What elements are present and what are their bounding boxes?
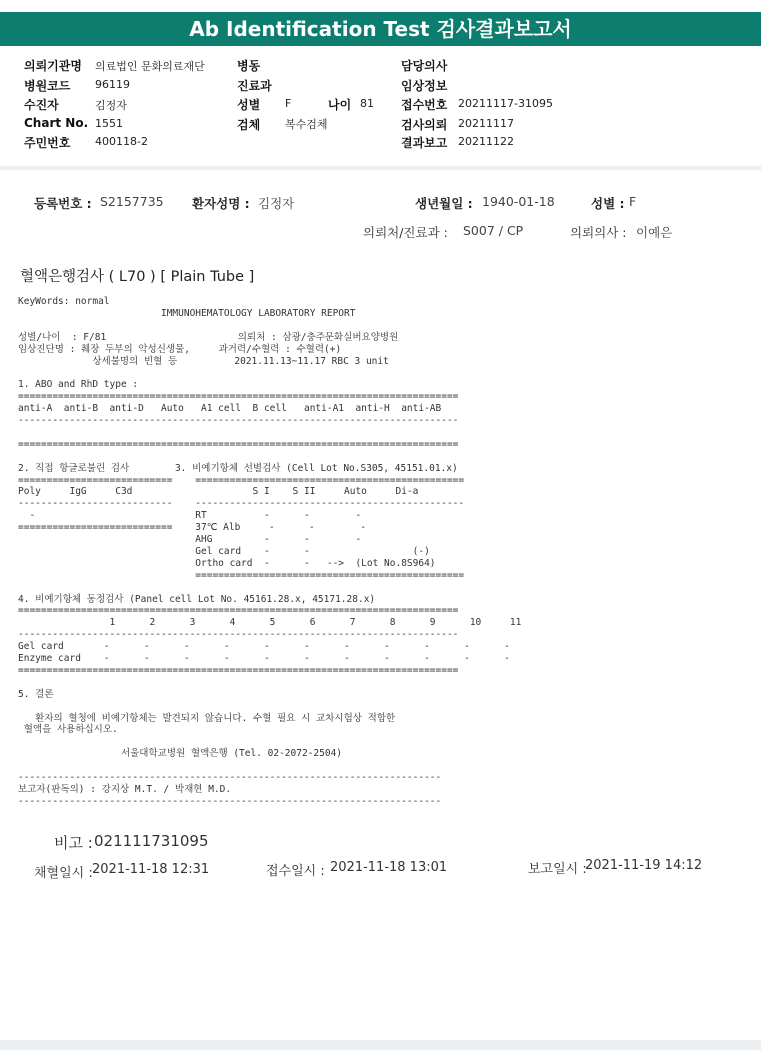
reg-no-value: S2157735 <box>100 194 164 209</box>
receipt-no-value: 20211117-31095 <box>458 97 553 110</box>
report-line: Poly IgG C3d S I S II Auto Di-a <box>18 486 419 498</box>
report-line: Ortho card - - --> (Lot No.8S964) <box>18 557 436 569</box>
receive-value: 2021-11-18 13:01 <box>330 860 448 875</box>
age-label: 나이 <box>328 98 352 112</box>
section-title: 혈액은행검사 ( L70 ) [ Plain Tube ] <box>20 269 255 285</box>
chart-no-value: 1551 <box>95 117 123 130</box>
referring-doctor-label: 의뢰의사 : <box>570 225 627 240</box>
report-line: ============================================================================= <box>18 664 459 676</box>
report-line: ============================================================================= <box>18 438 459 450</box>
doctor-in-charge-label: 담당의사 <box>401 59 448 73</box>
report-title: Ab Identification Test 검사결과보고서 <box>0 12 761 46</box>
report-line: KeyWords: normal <box>18 296 110 307</box>
report-line: 1 2 3 4 5 6 7 8 9 10 11 <box>18 617 522 629</box>
report-line: Enzyme card - - - - - - - - - - - <box>18 653 510 664</box>
report-line: 2. 직접 항글로불린 검사 3. 비예기항체 선별검사 (Cell Lot No.S305, 45151.01.x) <box>18 462 458 474</box>
dob-label: 생년월일 : <box>415 196 473 211</box>
specimen-value: 복수검체 <box>285 118 328 131</box>
result-report-value: 20211122 <box>458 135 514 148</box>
report-line: 임상진단명 : 췌장 두부의 악성신생물, 과거력/수혈력 : 수혈력(+) <box>18 343 342 355</box>
department-label: 진료과 <box>237 79 272 93</box>
collect-label: 채혈일시 : <box>34 866 93 881</box>
report-line: AHG - - - <box>18 534 362 545</box>
report-line: 4. 비예기항체 동정검사 (Panel cell Lot No. 45161.28.x, 45171.28.x) <box>18 593 376 605</box>
patient-name-label: 환자성명 : <box>192 196 250 211</box>
result-report-label: 결과보고 <box>401 136 448 150</box>
bottom-separator <box>0 1040 761 1050</box>
report-line: IMMUNOHEMATOLOGY LABORATORY REPORT <box>18 307 356 319</box>
dob-value: 1940-01-18 <box>482 194 555 209</box>
chart-no-label: Chart No. <box>24 116 89 130</box>
dept-label: 의뢰처/진료과 : <box>363 225 448 240</box>
report-line: 환자의 혈청에 비예기항체는 발견되지 않습니다. 수혈 필요 시 교차시험상 적합한 <box>18 712 396 724</box>
collect-value: 2021-11-18 12:31 <box>92 862 210 877</box>
ward-label: 병동 <box>237 59 261 73</box>
report-line: 보고자(판독의) : 강지상 M.T. / 박재현 M.D. <box>18 783 232 795</box>
report-line: ----------------------------------------------------------------------------- <box>18 415 459 426</box>
report-line: 상세불명의 빈혈 등 2021.11.13~11.17 RBC 3 unit <box>18 355 389 367</box>
report-value: 2021-11-19 14:12 <box>585 858 703 873</box>
report-label: 보고일시 : <box>528 862 587 877</box>
report-line: =============================================== <box>18 569 465 581</box>
sex-value: F <box>285 97 292 110</box>
reg-no-label: 등록번호 : <box>34 196 92 211</box>
report-line: =========================== 37℃ Alb - - - <box>18 522 367 534</box>
patient-value: 김정자 <box>95 99 127 112</box>
test-request-label: 검사의뢰 <box>401 118 448 132</box>
dept-value: S007 / CP <box>463 223 524 238</box>
report-line: -------------------------------------------------------------------------- <box>18 772 442 783</box>
hospital-name-label: 의뢰기관명 <box>24 59 82 73</box>
clinical-info-label: 임상정보 <box>401 79 448 93</box>
report-line: Gel card - - (-) <box>18 545 430 557</box>
report-line: anti-A anti-B anti-D Auto A1 cell B cell anti-A1 anti-H anti-AB <box>18 403 442 415</box>
referring-doctor-value: 이예은 <box>636 225 673 240</box>
patient-name-value: 김정자 <box>258 196 295 211</box>
report-line: ============================================================================= <box>18 391 459 403</box>
sex-label: 성별 <box>237 98 261 112</box>
report-line: Gel card - - - - - - - - - - - <box>18 641 510 653</box>
hospital-name-value: 의료법인 문화의료재단 <box>95 60 205 73</box>
age-value: 81 <box>360 97 374 110</box>
receive-label: 접수일시 : <box>266 864 325 879</box>
report-line: 성별/나이 : F/81 의뢰처 : 삼광/충주문화실버요양병원 <box>18 331 399 343</box>
report-line: -------------------------------------------------------------------------- <box>18 795 442 807</box>
remark-value: 021111731095 <box>94 832 209 850</box>
patient-sex-label: 성별 : <box>591 196 625 211</box>
report-line: =========================== =============================================== <box>18 474 465 486</box>
patient-label: 수진자 <box>24 98 59 112</box>
report-line: 혈액을 사용하십시오. <box>18 724 118 736</box>
remark-label: 비고 : <box>54 834 93 852</box>
report-line: --------------------------- ----------------------------------------------- <box>18 498 465 510</box>
receipt-no-label: 접수번호 <box>401 98 448 112</box>
specimen-label: 검체 <box>237 118 261 132</box>
hospital-code-value: 96119 <box>95 78 130 91</box>
test-request-value: 20211117 <box>458 117 514 130</box>
report-line: ----------------------------------------------------------------------------- <box>18 629 459 641</box>
resident-no-value: 400118-2 <box>95 135 148 148</box>
hospital-code-label: 병원코드 <box>24 79 71 93</box>
report-line: 서울대학교병원 혈액은행 (Tel. 02-2072-2504) <box>18 748 343 760</box>
resident-no-label: 주민번호 <box>24 136 71 150</box>
report-line: 1. ABO and RhD type : <box>18 379 139 391</box>
report-line: - RT - - - <box>18 510 362 522</box>
report-line: 5. 결론 <box>18 688 54 700</box>
report-line: ============================================================================= <box>18 605 459 617</box>
patient-sex-value: F <box>629 194 637 209</box>
